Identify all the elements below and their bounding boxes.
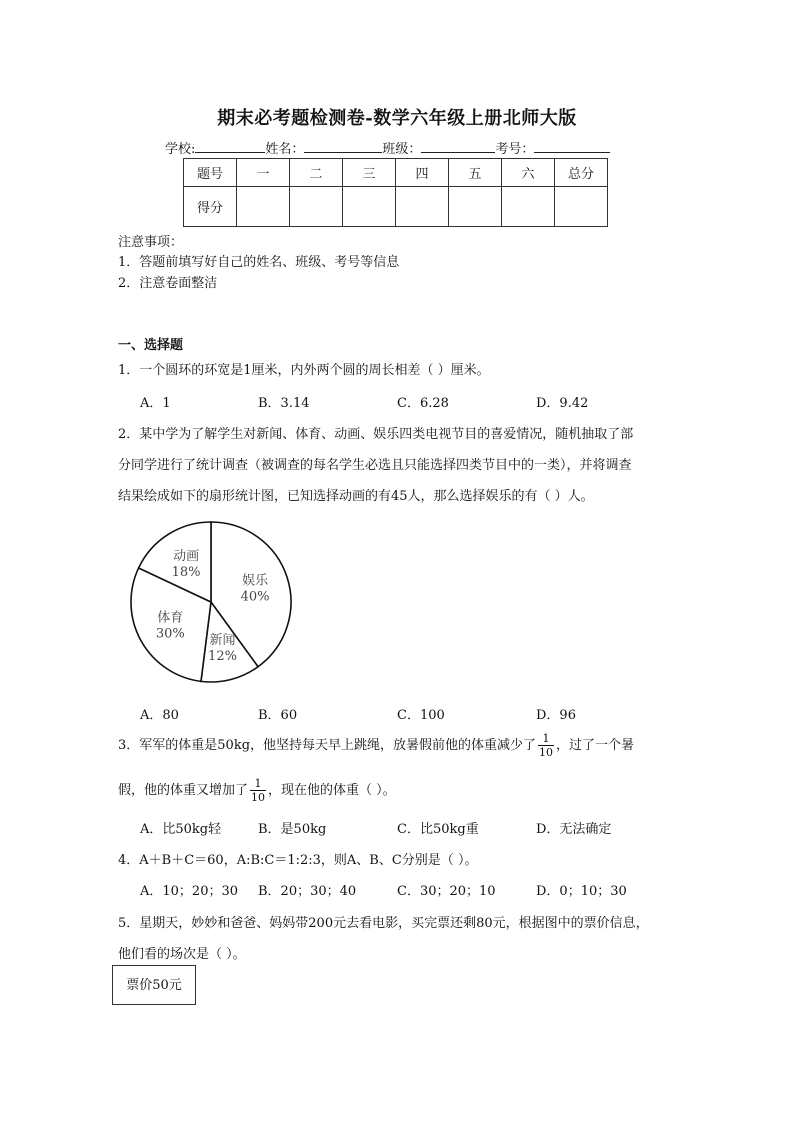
q2-option-c[interactable]: C．100 bbox=[397, 708, 445, 723]
score-header-cell: 六 bbox=[502, 159, 555, 187]
ticket-price-box: 票价50元 bbox=[112, 965, 196, 1005]
score-table bbox=[183, 158, 608, 227]
score-header-cell: 四 bbox=[396, 159, 449, 187]
question-5-line: 5．星期天，妙妙和爸爸、妈妈带200元去看电影，买完票还剩80元，根据图中的票价信息， bbox=[118, 916, 649, 931]
score-cell[interactable] bbox=[502, 187, 555, 227]
number-blank[interactable] bbox=[534, 138, 610, 153]
school-label: 学校: bbox=[165, 142, 196, 157]
q2-option-b[interactable]: B．60 bbox=[258, 708, 298, 723]
score-header-cell: 一 bbox=[237, 159, 290, 187]
pie-category-label: 体育 bbox=[157, 610, 184, 626]
question-2-line: 2．某中学为了解学生对新闻、体育、动画、娱乐四类电视节目的喜爱情况，随机抽取了部 bbox=[118, 427, 634, 442]
score-cell[interactable] bbox=[290, 187, 343, 227]
fraction-one-tenth bbox=[250, 777, 266, 804]
pie-chart bbox=[120, 515, 310, 695]
q4-option-c[interactable]: C．30；20；10 bbox=[397, 884, 496, 899]
q3-option-d[interactable]: D．无法确定 bbox=[536, 822, 612, 837]
pie-category-label: 新闻 bbox=[209, 632, 236, 648]
question-3-line-1 bbox=[118, 732, 634, 759]
fraction-denominator: 10 bbox=[539, 746, 554, 759]
q3-text-c: 假，他的体重又增加了 bbox=[118, 783, 249, 798]
question-2-line: 结果绘成如下的扇形统计图，已知选择动画的有45人，那么选择娱乐的有（ ）人。 bbox=[118, 489, 594, 504]
name-label: 姓名： bbox=[265, 142, 305, 157]
fraction-denominator: 10 bbox=[251, 791, 266, 804]
question-1-text: 1．一个圆环的环宽是1厘米，内外两个圆的周长相差（ ）厘米。 bbox=[118, 363, 490, 378]
score-cell[interactable] bbox=[343, 187, 396, 227]
score-header-cell: 五 bbox=[449, 159, 502, 187]
fraction-numerator: 1 bbox=[250, 777, 266, 791]
question-3-line-2 bbox=[118, 777, 396, 804]
question-2-line: 分同学进行了统计调查（被调查的每名学生必选且只能选择四类节目中的一类），并将调查 bbox=[118, 458, 632, 473]
q3-option-a[interactable]: A．比50kg轻 bbox=[140, 822, 222, 837]
q2-option-d[interactable]: D．96 bbox=[536, 708, 576, 723]
score-header-cell: 二 bbox=[290, 159, 343, 187]
exam-title: 期末必考题检测卷-数学六年级上册北师大版 bbox=[217, 108, 577, 129]
score-cell[interactable] bbox=[555, 187, 608, 227]
score-header-cell: 题号 bbox=[184, 159, 237, 187]
notes-heading: 注意事项： bbox=[118, 235, 184, 250]
q1-option-d[interactable]: D．9.42 bbox=[536, 396, 589, 411]
pie-percent-label: 12% bbox=[208, 648, 237, 664]
pie-percent-label: 18% bbox=[171, 564, 201, 580]
score-cell[interactable] bbox=[396, 187, 449, 227]
score-cell[interactable] bbox=[449, 187, 502, 227]
q4-option-b[interactable]: B．20；30；40 bbox=[258, 884, 357, 899]
note-item: 2．注意卷面整洁 bbox=[118, 276, 218, 291]
note-item: 1．答题前填写好自己的姓名、班级、考号等信息 bbox=[118, 255, 400, 270]
q3-text-d: ，现在他的体重（ ）。 bbox=[268, 783, 396, 798]
pie-percent-label: 40% bbox=[240, 589, 270, 605]
score-header-cell: 三 bbox=[343, 159, 396, 187]
pie-category-label: 动画 bbox=[173, 548, 200, 564]
score-cell[interactable] bbox=[237, 187, 290, 227]
question-5-line: 他们看的场次是（ ）。 bbox=[118, 947, 246, 962]
score-table-header-row bbox=[184, 159, 608, 187]
score-table-score-row bbox=[184, 187, 608, 227]
section-heading: 一、选择题 bbox=[118, 338, 184, 353]
name-blank[interactable] bbox=[304, 138, 382, 153]
pie-category-label: 娱乐 bbox=[242, 573, 269, 589]
student-info-line bbox=[165, 138, 610, 157]
q1-option-c[interactable]: C．6.28 bbox=[397, 396, 449, 411]
fraction-numerator: 1 bbox=[538, 732, 554, 746]
school-blank[interactable] bbox=[195, 138, 265, 153]
q3-option-b[interactable]: B．是50kg bbox=[258, 822, 327, 837]
q1-option-b[interactable]: B．3.14 bbox=[258, 396, 310, 411]
pie-percent-label: 30% bbox=[155, 626, 185, 642]
question-4-text: 4．A＋B＋C＝60，A:B:C＝1:2:3，则A、B、C分别是（ ）。 bbox=[118, 853, 478, 868]
q4-option-d[interactable]: D．0；10；30 bbox=[536, 884, 627, 899]
score-row-label: 得分 bbox=[184, 187, 237, 227]
number-label: 考号： bbox=[495, 142, 535, 157]
q3-option-c[interactable]: C．比50kg重 bbox=[397, 822, 479, 837]
q1-option-a[interactable]: A．1 bbox=[140, 396, 171, 411]
q3-text-a: 3．军军的体重是50kg，他坚持每天早上跳绳，放暑假前他的体重减少了 bbox=[118, 738, 537, 753]
class-blank[interactable] bbox=[421, 138, 495, 153]
class-label: 班级： bbox=[382, 142, 422, 157]
score-header-cell: 总分 bbox=[555, 159, 608, 187]
fraction-one-tenth bbox=[538, 732, 554, 759]
q3-text-b: ，过了一个暑 bbox=[556, 738, 635, 753]
q4-option-a[interactable]: A．10；20；30 bbox=[140, 884, 239, 899]
q2-option-a[interactable]: A．80 bbox=[140, 708, 179, 723]
